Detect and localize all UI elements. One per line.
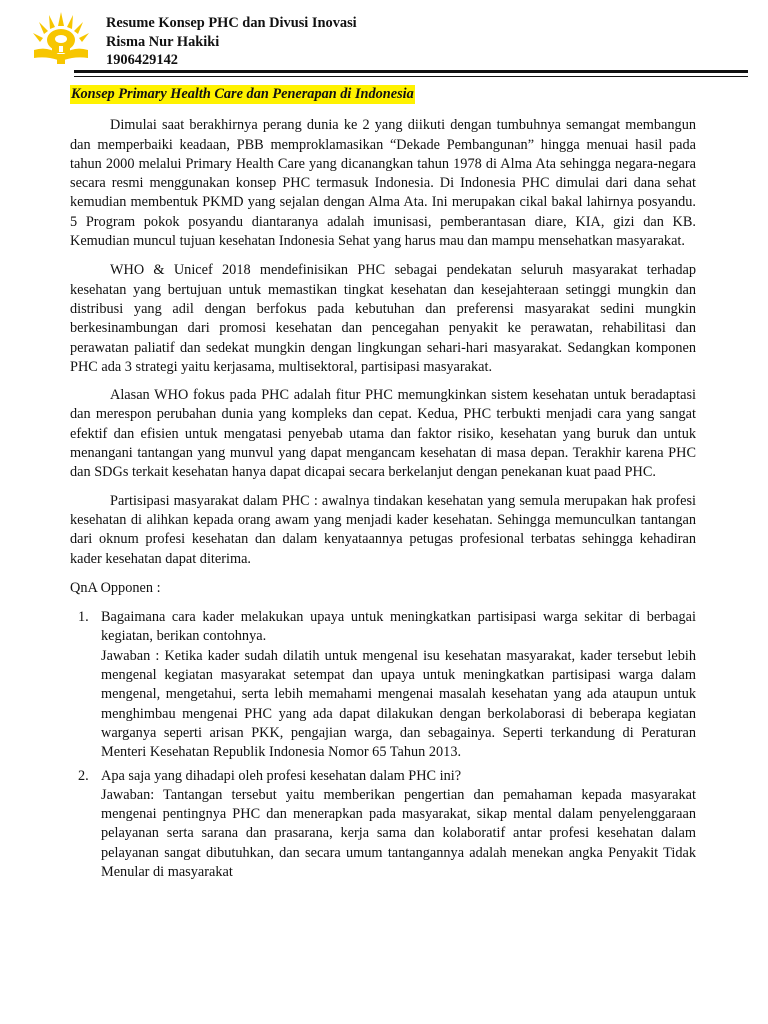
student-id: 1906429142: [106, 52, 178, 68]
header-rule-thin: [74, 76, 748, 77]
qna-answer: Jawaban: Tantangan tersebut yaitu memberikan pengertian dan pemahaman kepada masyarakat mengenai pentingnya PHC dan menerapkan pada masyarakat, sikap mental dalam penyelenggaraan pelayanan serta sarana dan prasarana, kerja sama dan kolaboratif antar profesi kesehatan dalam pelayanan sangat dibutuhkan, dan secara umum tantangannya adalah menekan angka Penyakit Tidak Menular di masyarakat: [101, 786, 696, 880]
qna-answer: Jawaban : Ketika kader sudah dilatih untuk mengenal isu kesehatan masyarakat, kader tersebut lebih mengenal kegiatan masyarakat setempat dan upaya untuk meningkatkan partisipasi warga dalam mengenal, mengetahui, serta lebih memahami mengenai masalah kesehatan yang ada ataupun untuk menghimbau mengenai PHC yang ada dapat dilakukan dengan berkolaborasi di beberapa kegiatan warganya seperti arisan PKK, pengajian warga, dan sebagainya. Seperti terkandung di Peraturan Menteri Kesehatan Republik Indonesia Nomor 65 Tahun 2013.: [101, 647, 696, 761]
header-rule-thick: [74, 70, 748, 73]
author-name: Risma Nur Hakiki: [106, 33, 220, 50]
qna-heading: QnA Opponen :: [70, 579, 161, 596]
qna-item-number: 2.: [78, 767, 89, 784]
paragraph-4: Partisipasi masyarakat dalam PHC : awalnya tindakan kesehatan yang semula merupakan hak profesi kesehatan di alihkan kepada orang awam yang menjadi kader kesehatan. Sehingga memunculkan tantangan dari oknum profesi kesehatan dan dalam kenyataannya petugas profesional terbatas sehingga kehadiran kader kesehatan dapat diterima.: [70, 492, 696, 567]
qna-item-number: 1.: [78, 609, 89, 626]
paragraph-2: WHO & Unicef 2018 mendefinisikan PHC sebagai pendekatan seluruh masyarakat terhadap kesehatan yang bertujuan untuk memastikan tingkat kesehatan dan kesejahteraan setinggi mungkin dan distribusi yang adil dengan berfokus pada kebutuhan dan preferensi masyarakat sedini mungkin berkesinambungan dari promosi kesehatan dan pencegahan penyakit ke perawatan, rehabilitasi dan perawatan paliatif dan sedekat mungkin dengan lingkungan sehari-hari masyarakat. Sedangkan komponen PHC ada 3 strategi yaitu kerjasama, multisektoral, partisipasi masyarakat.: [70, 262, 696, 375]
document-title: Resume Konsep PHC dan Divusi Inovasi: [106, 15, 357, 31]
qna-list: [70, 608, 696, 882]
qna-item: [70, 767, 696, 883]
document-body: [70, 82, 696, 882]
qna-question: Bagaimana cara kader melakukan upaya untuk meningkatkan partisipasi warga sekitar di berbagai kegiatan, berikan contohnya.: [101, 609, 696, 645]
section-title: Konsep Primary Health Care dan Penerapan di Indonesia: [70, 85, 415, 104]
paragraph-3: Alasan WHO fokus pada PHC adalah fitur PHC memungkinkan sistem kesehatan untuk beradaptasi dan merespon perubahan dunia yang kompleks dan cepat. Kedua, PHC terbukti menjadi cara yang sangat efektif dan efisien untuk mengatasi penyebab utama dan faktor risiko, kesehatan yang buruk dan untuk menangani tantangan yang munvul yang dapat mengancam kesehatan di masa depan. Terakhir karena PHC dan SDGs terkait kesehatan hanya dapat dicapai secara berkelanjut dengan penekanan kuat paad PHC.: [70, 387, 696, 481]
paragraph-1: Dimulai saat berakhirnya perang dunia ke 2 yang diikuti dengan tumbuhnya semangat membangun dan memperbaiki keadaan, PBB memproklamasikan “Dekade Pembangunan” hingga menuai hasil pada tahun 2000 melalui Primary Health Care yang dicanangkan tahun 1978 di Alma Ata sehingga negara-negara secara resmi menggunakan konsep PHC termasuk Indonesia. Di Indonesia PHC dimulai dari dana sehat kemudian membentuk PKMD yang sejalan dengan Alma Ata. Ini merupakan cikal bakal lahirnya posyandu. 5 Program pokok posyandu diantaranya adalah imunisasi, pemberantasan diare, KIA, gizi dan KB. Kemudian muncul tujuan kesehatan Indonesia Sehat yang harus mau dan mampu mensehatkan masyarakat.: [70, 117, 696, 250]
qna-question: Apa saja yang dihadapi oleh profesi kesehatan dalam PHC ini?: [101, 767, 462, 784]
qna-item: [70, 608, 696, 762]
university-emblem-icon: [30, 10, 92, 66]
document-header: [30, 10, 750, 70]
